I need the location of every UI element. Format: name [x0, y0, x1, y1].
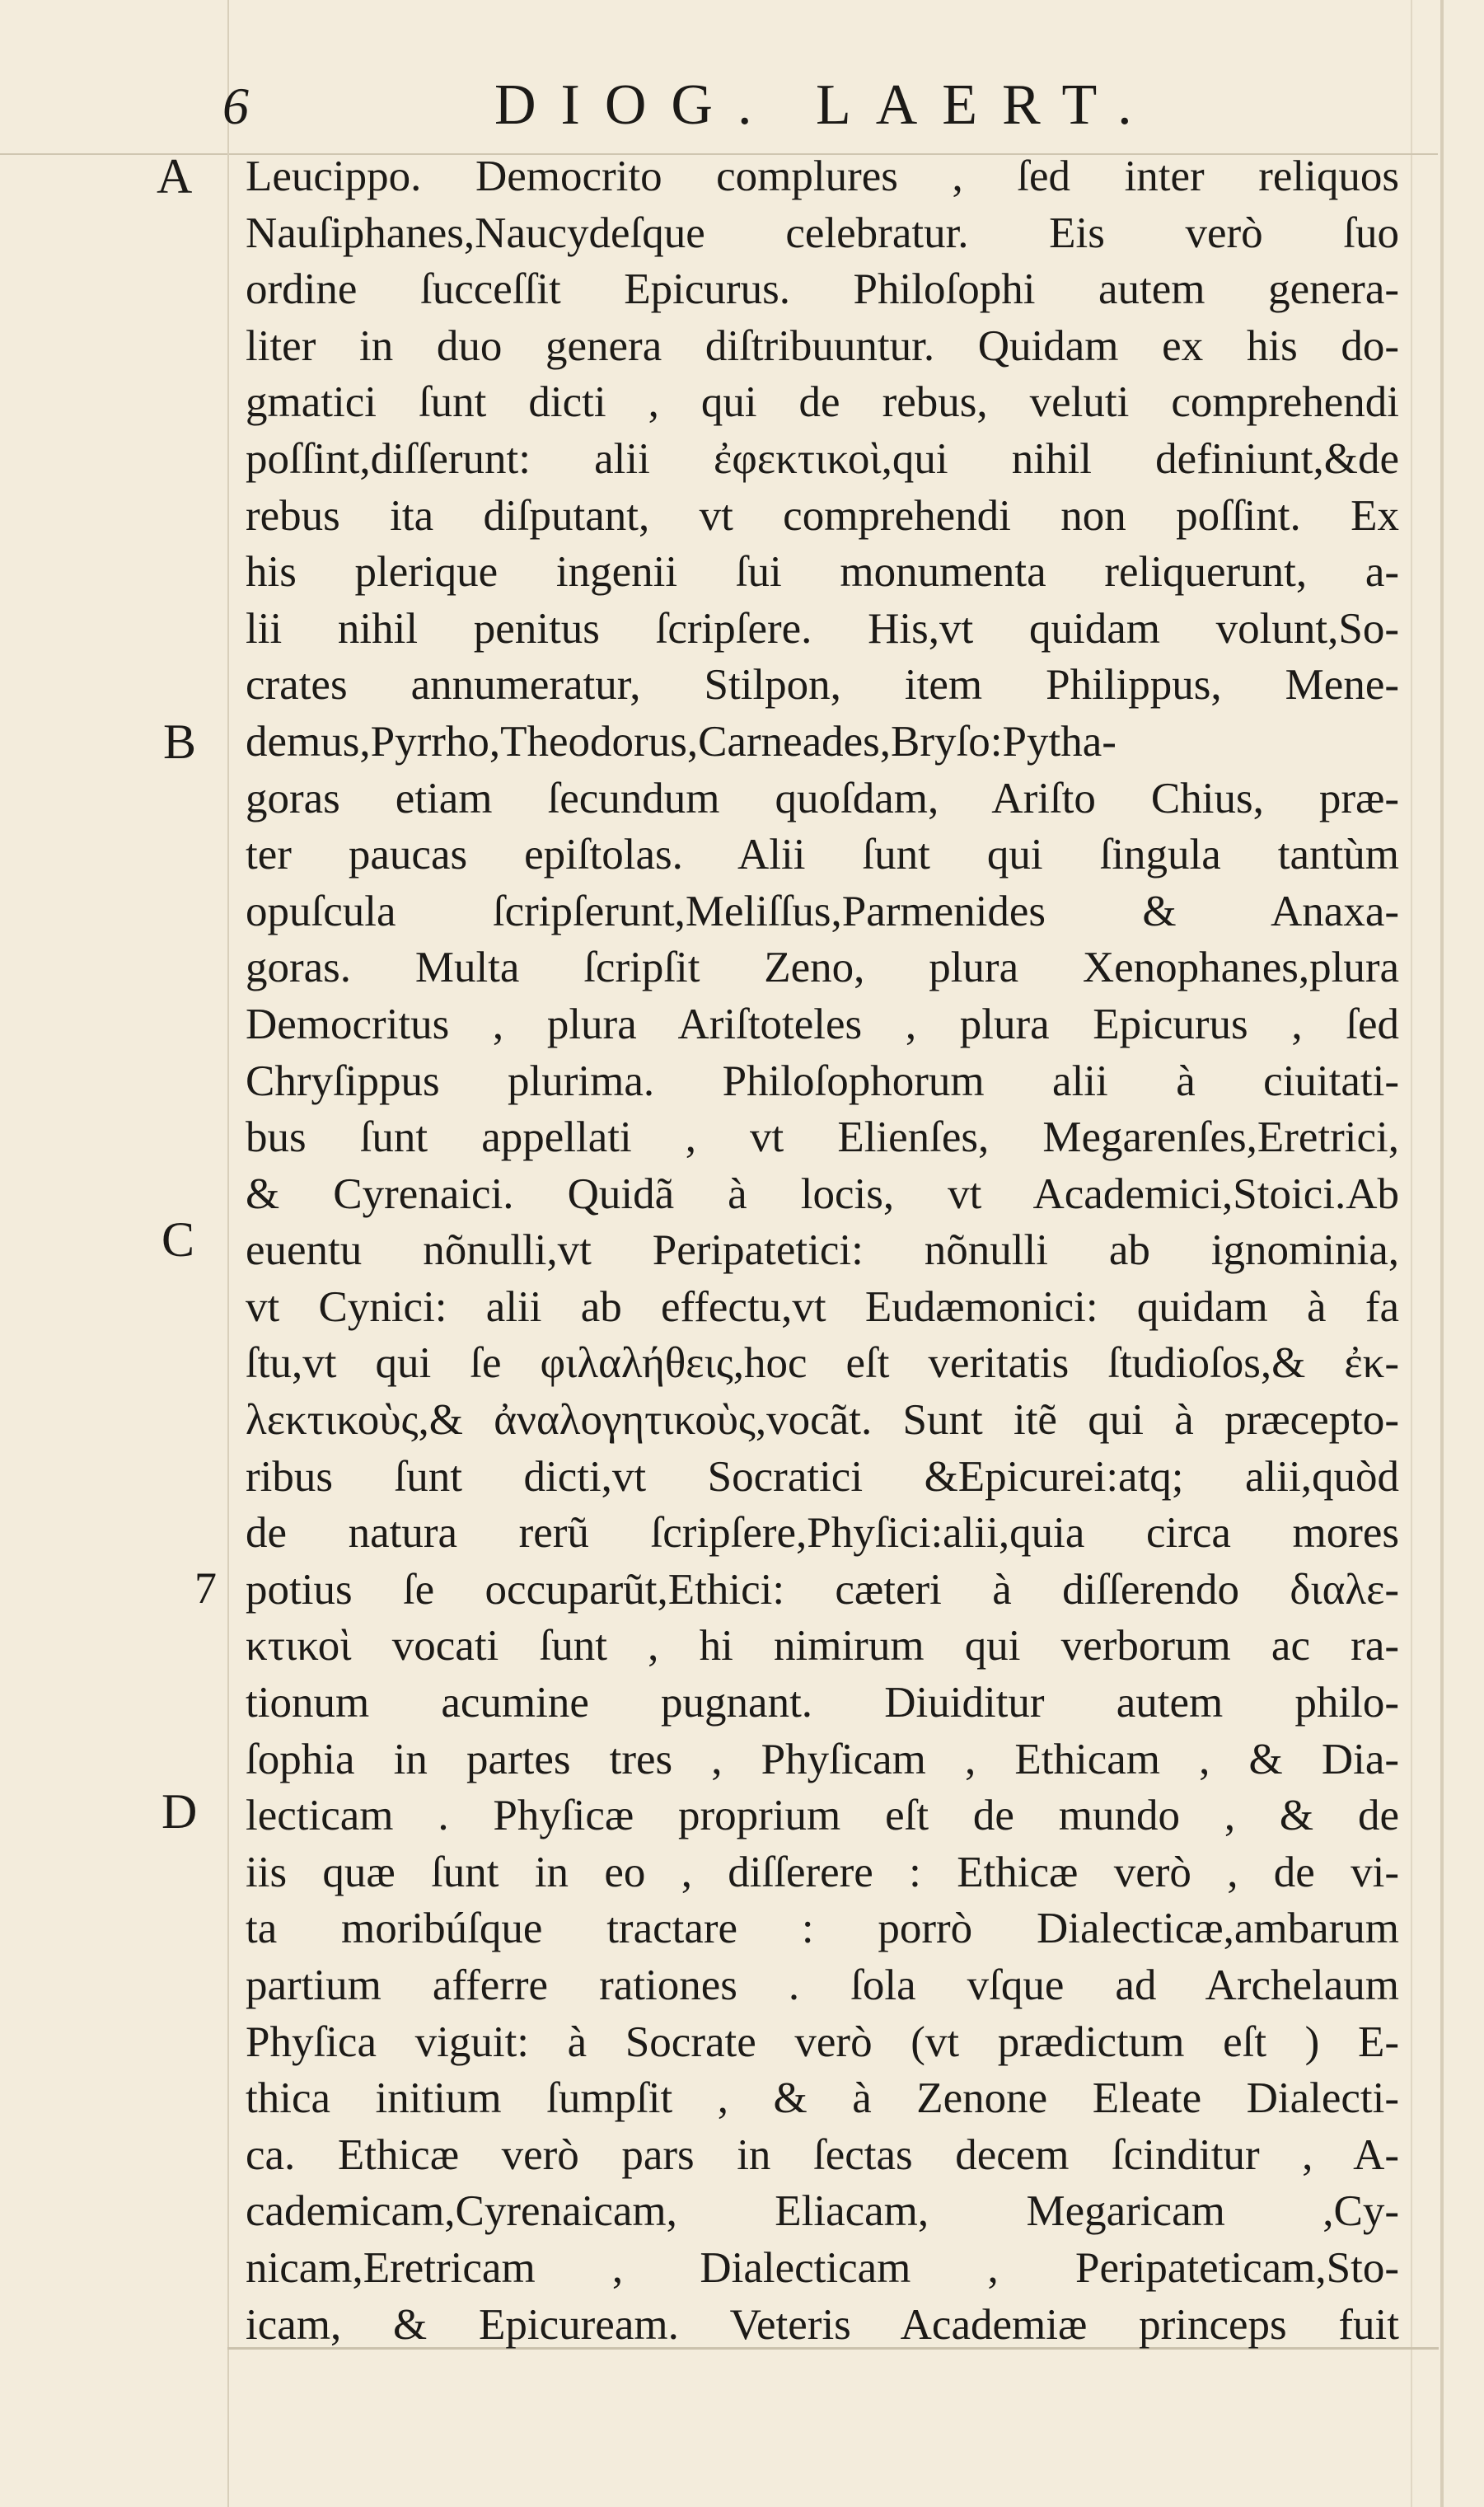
- margin-marker-b: B: [163, 715, 197, 769]
- page-number: 6: [222, 77, 249, 135]
- margin-marker-d: D: [162, 1784, 198, 1839]
- text-line: iis quæ ſunt in eo , diſſerere : Ethicæ verò , de vi-: [246, 1848, 1399, 1896]
- text-line: Leucippo. Democrito complures , ſed inter reliquos: [246, 152, 1399, 200]
- text-line: ter paucas epiſtolas. Alii ſunt qui ſingula tantùm: [246, 831, 1399, 879]
- text-line: Chryſippus plurima. Philoſophorum alii à ciuitati-: [246, 1057, 1399, 1105]
- text-line: liter in duo genera diſtribuuntur. Quidam ex his do-: [246, 321, 1399, 370]
- text-line: ſtu,vt qui ſe φιλαλήθεις,hoc eſt veritatis ſtudioſos,& ἐκ-: [246, 1339, 1399, 1388]
- text-line: euentu nõnulli,vt Peripatetici: nõnulli ab ignominia,: [246, 1226, 1399, 1275]
- text-line: vt Cynici: alii ab effectu,vt Eudæmonici: quidam à fa: [246, 1282, 1399, 1331]
- text-line: bus ſunt appellati , vt Elienſes, Megarenſes,Eretrici,: [246, 1113, 1399, 1162]
- text-line: crates annumeratur, Stilpon, item Philippus, Mene-: [246, 661, 1399, 710]
- text-line: partium afferre rationes . ſola vſque ad Archelaum: [246, 1961, 1399, 2009]
- text-line: tionum acumine pugnant. Diuiditur autem philo-: [246, 1679, 1399, 1727]
- page-edge: [1440, 0, 1444, 2507]
- text-line: ſophia in partes tres , Phyſicam , Ethicam , & Dia-: [246, 1735, 1399, 1783]
- text-line: λεκτικοὺς,& ἀναλογητικοὺς,vocãt. Sunt itẽ qui à præcepto-: [246, 1396, 1399, 1445]
- running-head: [222, 69, 1409, 143]
- margin-marker-a: A: [157, 149, 193, 204]
- text-line: lecticam . Phyſicæ proprium eſt de mundo , & de: [246, 1792, 1399, 1840]
- margin-page-number: 7: [194, 1563, 217, 1613]
- text-line: ta moribúſque tractare : porrò Dialecticæ,ambarum: [246, 1905, 1399, 1953]
- margin-rule: [227, 0, 229, 2507]
- page-edge-inner: [1411, 0, 1412, 2507]
- text-line: poſſint,diſſerunt: alii ἐφεκτικοὶ,qui nihil definiunt,&de: [246, 434, 1399, 483]
- text-line: potius ſe occuparũt,Ethici: cæteri à diſſerendo διαλε-: [246, 1565, 1399, 1614]
- text-line: lii nihil penitus ſcripſere. His,vt quidam volunt,So-: [246, 604, 1399, 653]
- text-line: demus,Pyrrho,Theodorus,Carneades,Bryſo:Pytha-: [246, 717, 1117, 766]
- text-line: rebus ita diſputant, vt comprehendi non poſſint. Ex: [246, 491, 1399, 540]
- text-line: ribus ſunt dicti,vt Socratici &Epicurei:atq; alii,quòd: [246, 1452, 1399, 1501]
- text-line: thica initium ſumpſit , & à Zenone Eleate Dialecti-: [246, 2074, 1399, 2123]
- text-line: & Cyrenaici. Quidã à locis, vt Academici,Stoici.Ab: [246, 1169, 1399, 1218]
- text-line: goras etiam ſecundum quoſdam, Ariſto Chius, præ-: [246, 774, 1399, 822]
- body-text: [246, 148, 1399, 2353]
- running-title: DIOG. LAERT.: [494, 73, 1157, 137]
- text-line: his plerique ingenii ſui monumenta reliquerunt, a-: [246, 548, 1399, 597]
- text-line: de natura rerũ ſcripſere,Phyſici:alii,quia circa mores: [246, 1509, 1399, 1558]
- text-line: cademicam,Cyrenaicam, Eliacam, Megaricam ,Cy-: [246, 2187, 1399, 2236]
- text-line: κτικοὶ vocati ſunt , hi nimirum qui verborum ac ra-: [246, 1622, 1399, 1671]
- text-line: goras. Multa ſcripſit Zeno, plura Xenophanes,plura: [246, 944, 1399, 992]
- text-line: ca. Ethicæ verò pars in ſectas decem ſcinditur , A-: [246, 2130, 1399, 2179]
- text-line: ordine ſucceſſit Epicurus. Philoſophi autem genera-: [246, 265, 1399, 314]
- margin-marker-c: C: [162, 1212, 195, 1267]
- text-line: icam, & Epicuream. Veteris Academiæ princeps fuit: [246, 2300, 1399, 2349]
- text-line: Phyſica viguit: à Socrate verò (vt prædictum eſt ) E-: [246, 2017, 1399, 2066]
- text-line: opuſcula ſcripſerunt,Meliſſus,Parmenides & Anaxa-: [246, 887, 1399, 935]
- text-line: nicam,Eretricam , Dialecticam , Peripateticam,Sto-: [246, 2243, 1399, 2292]
- text-line: Nauſiphanes,Naucydeſque celebratur. Eis verò ſuo: [246, 209, 1399, 257]
- text-line: Democritus , plura Ariſtoteles , plura Epicurus , ſed: [246, 1000, 1399, 1048]
- text-line: gmatici ſunt dicti , qui de rebus, veluti comprehendi: [246, 378, 1399, 427]
